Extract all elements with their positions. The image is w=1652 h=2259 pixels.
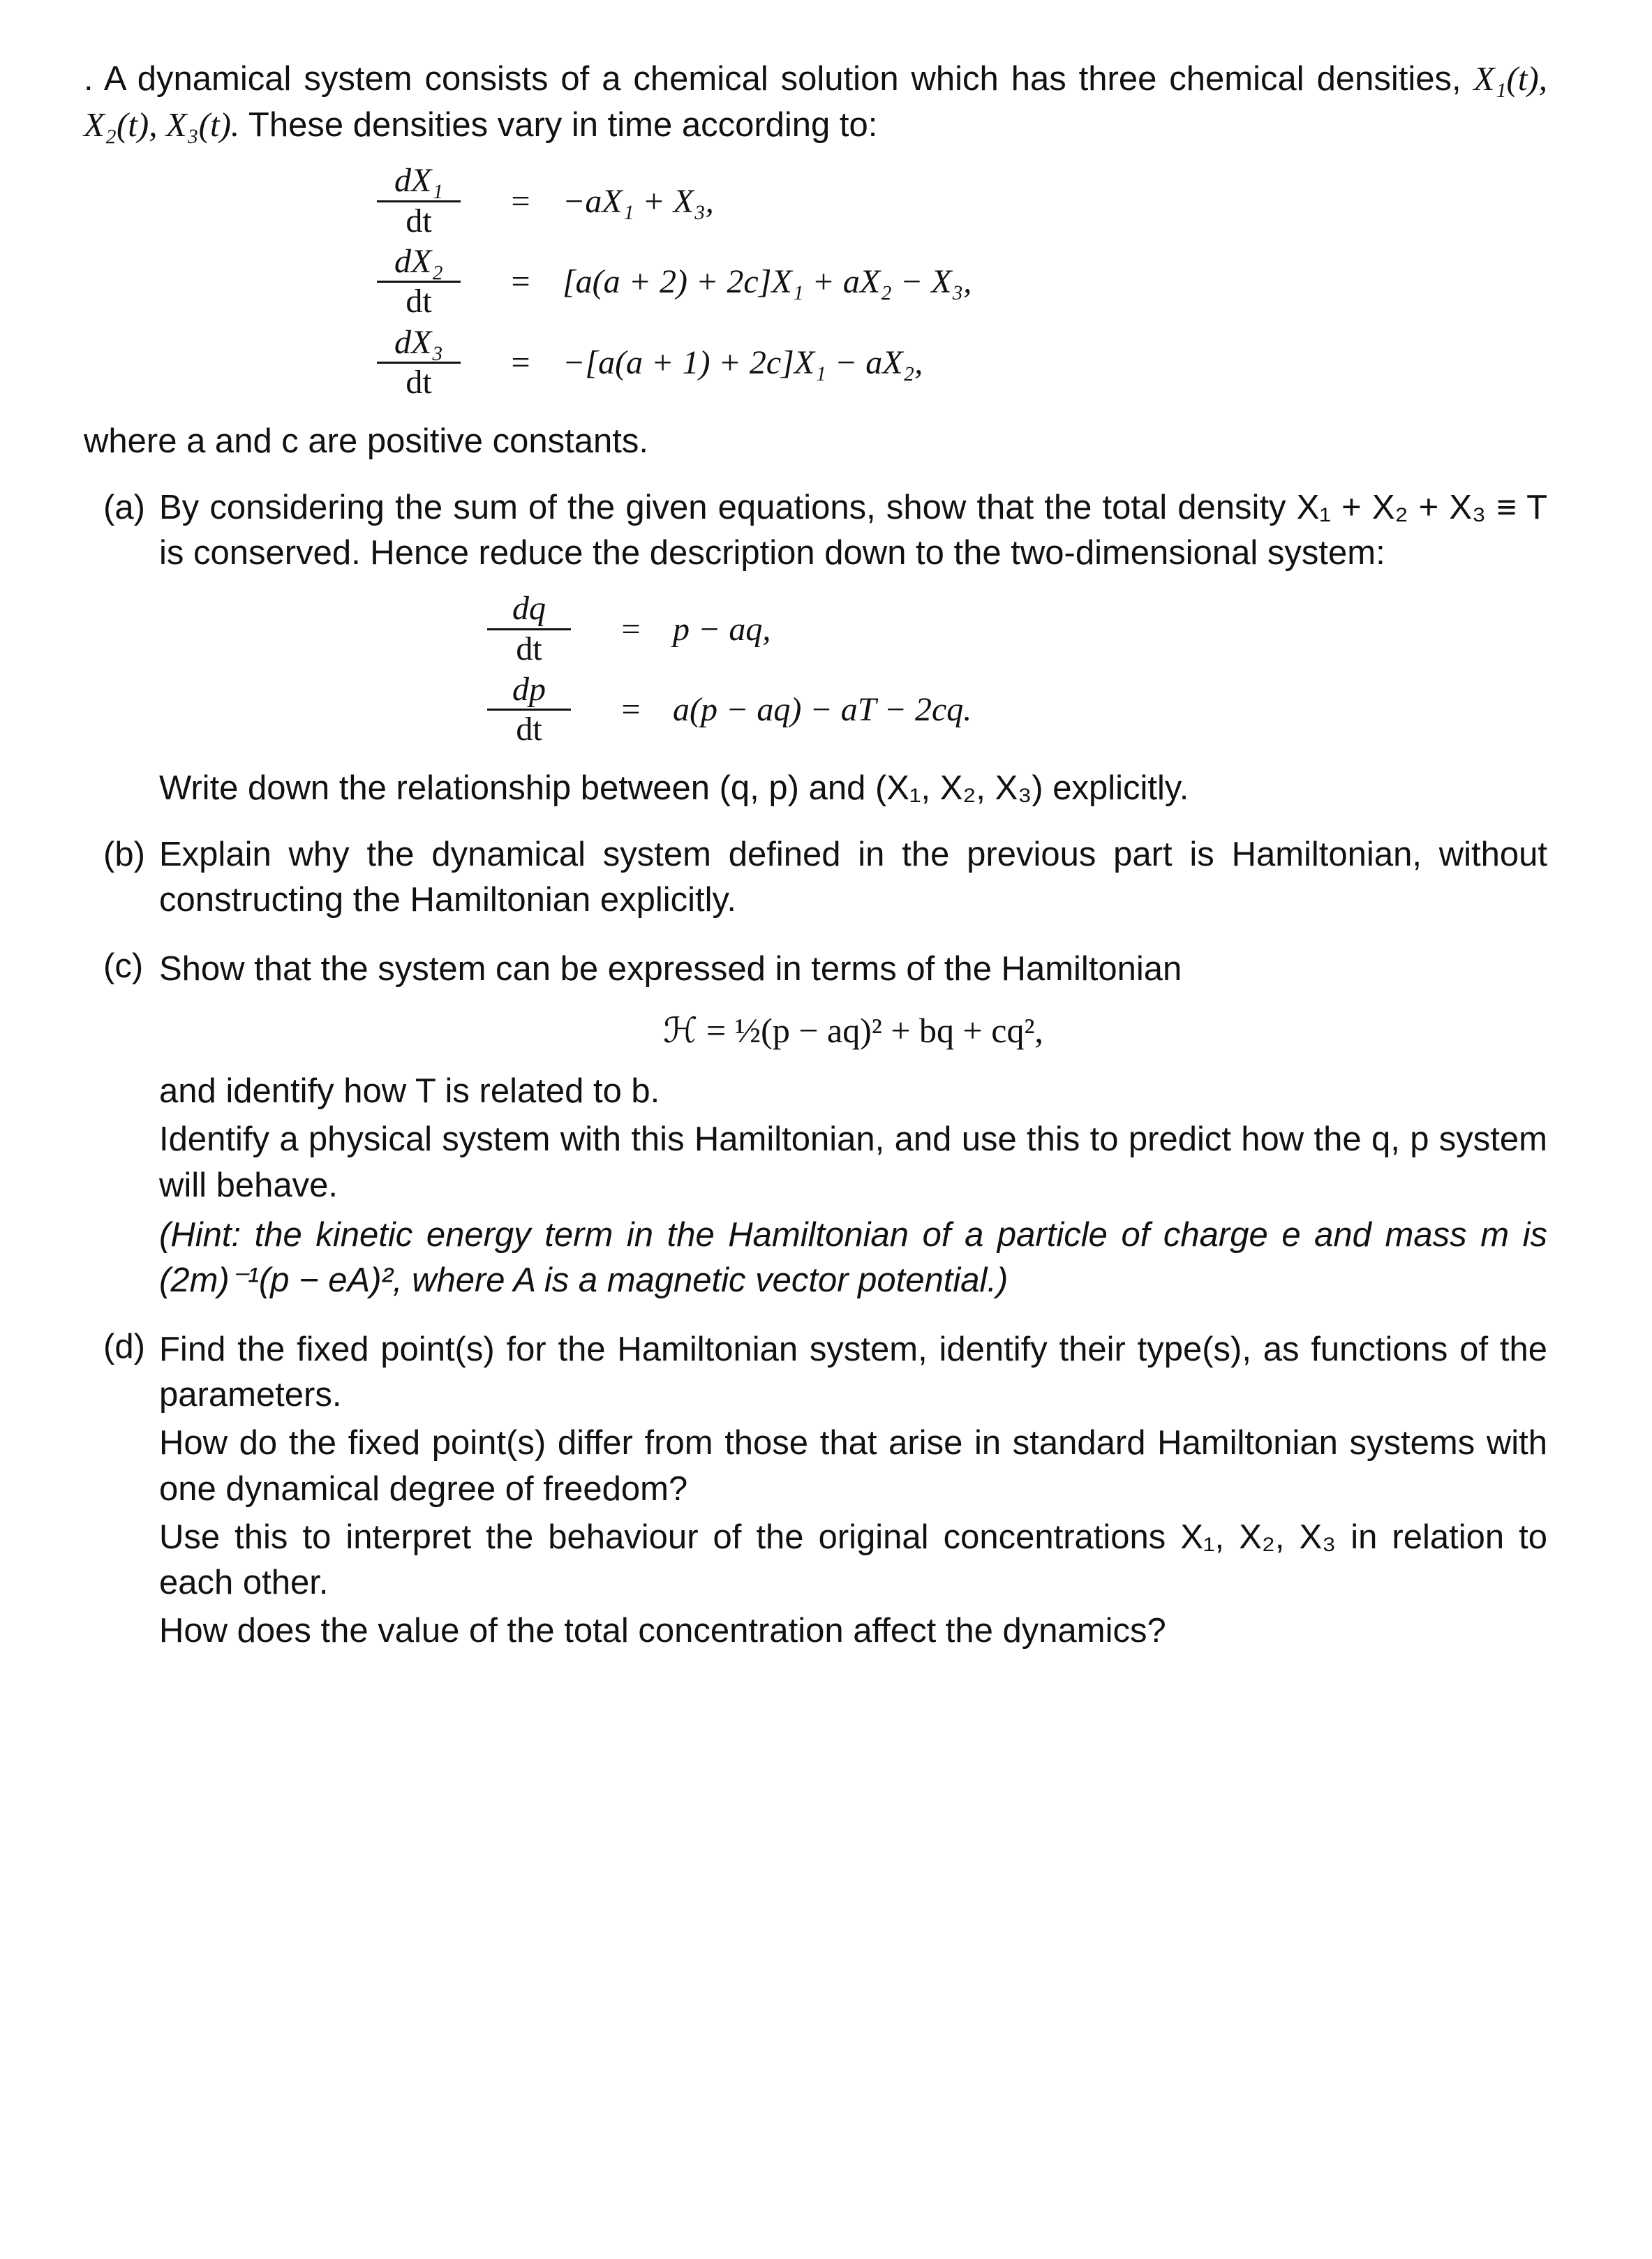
fraction-numerator: dq <box>512 590 546 628</box>
equals-sign: = <box>621 610 641 648</box>
equation-row <box>377 244 972 320</box>
leading-dot: . <box>84 60 94 98</box>
intro-densities: X₁(t), X₂(t), X₃(t). <box>84 59 1547 145</box>
part-b <box>84 832 1547 923</box>
equals-sign: = <box>511 263 530 301</box>
part-c-text-3: Identify a physical system with this Hamiltonian, and use this to predict how the q, p system will behave. <box>159 1120 1547 1204</box>
part-d <box>84 1324 1547 1654</box>
part-b-text-1: Explain why the dynamical system defined in the previous part is Hamiltonian, without constructing the Hamiltonian explicitly. <box>159 835 1547 919</box>
equation-right-hand-side: [a(a + 2) + 2c]X₁ + aX₂ − X₃, <box>563 263 972 301</box>
fraction-numerator: dX₃ <box>394 323 443 361</box>
derivative-fraction <box>377 325 461 401</box>
equation-row <box>487 591 771 667</box>
part-a <box>84 485 1547 811</box>
derivative-fraction <box>377 244 461 320</box>
part-a-text-2: Write down the relationship between (q, p) and (X₁, X₂, X₃) explicitly. <box>159 769 1189 807</box>
fraction-denominator: dt <box>405 364 432 401</box>
equation-system-qp <box>159 588 1547 750</box>
intro-text-part-2: These densities vary in time according to: <box>248 106 878 145</box>
equation-row <box>487 672 972 748</box>
part-a-text-1: By considering the sum of the given equations, show that the total density X₁ + X₂ + X₃ ≡ T is conserved. Hence reduce the description down to the two-dimensional system: <box>159 488 1547 572</box>
part-b-marker: (b) <box>103 835 145 873</box>
intro-text-part-1: A dynamical system consists of a chemical solution which has three chemical densities, <box>103 60 1461 98</box>
part-d-text-3: Use this to interpret the behaviour of the original concentrations X₁, X₂, X₃ in relation to each other. <box>159 1518 1547 1601</box>
part-d-text-2: How do the fixed point(s) differ from those that arise in standard Hamiltonian systems with one dynamical degree of freedom? <box>159 1424 1547 1508</box>
fraction-numerator: dX₂ <box>394 243 443 281</box>
equation-right-hand-side: −aX₁ + X₃, <box>563 182 714 220</box>
equals-sign: = <box>621 691 641 729</box>
equals-sign: = <box>511 344 530 382</box>
derivative-fraction <box>487 591 571 667</box>
part-d-text-1: Find the fixed point(s) for the Hamiltonian system, identify their type(s), as functions of the parameters. <box>159 1331 1547 1414</box>
part-d-text-4: How does the value of the total concentration affect the dynamics? <box>159 1612 1166 1650</box>
fraction-numerator: dp <box>512 670 546 708</box>
equation-right-hand-side: a(p − aq) − aT − 2cq. <box>673 691 972 729</box>
derivative-fraction <box>377 163 461 239</box>
hamiltonian-equation: ℋ = ½(p − aq)² + bq + cq², <box>663 1011 1043 1051</box>
equation-right-hand-side: p − aq, <box>673 610 771 648</box>
part-c-hint: (Hint: the kinetic energy term in the Hamiltonian of a particle of charge e and mass m is (2m)⁻¹(p − eA)², where A is a magnetic vector potential.) <box>159 1215 1547 1299</box>
constants-note: where a and c are positive constants. <box>84 422 648 460</box>
intro-paragraph <box>84 56 1547 148</box>
equation-row <box>377 325 923 401</box>
part-c <box>84 944 1547 1303</box>
equals-sign: = <box>511 182 530 220</box>
part-d-marker: (d) <box>103 1328 145 1366</box>
fraction-denominator: dt <box>516 711 542 748</box>
fraction-denominator: dt <box>405 202 432 239</box>
part-c-text-1: Show that the system can be expressed in terms of the Hamiltonian <box>159 950 1182 988</box>
fraction-denominator: dt <box>405 283 432 320</box>
part-a-marker: (a) <box>103 488 145 526</box>
equation-system-X <box>84 161 1547 403</box>
equation-row <box>377 163 714 239</box>
fraction-numerator: dX₁ <box>394 162 443 200</box>
equation-right-hand-side: −[a(a + 1) + 2c]X₁ − aX₂, <box>563 344 923 382</box>
fraction-denominator: dt <box>516 630 542 667</box>
part-c-marker: (c) <box>103 947 144 986</box>
derivative-fraction <box>487 672 571 748</box>
part-c-text-2: and identify how T is related to b. <box>159 1072 660 1111</box>
